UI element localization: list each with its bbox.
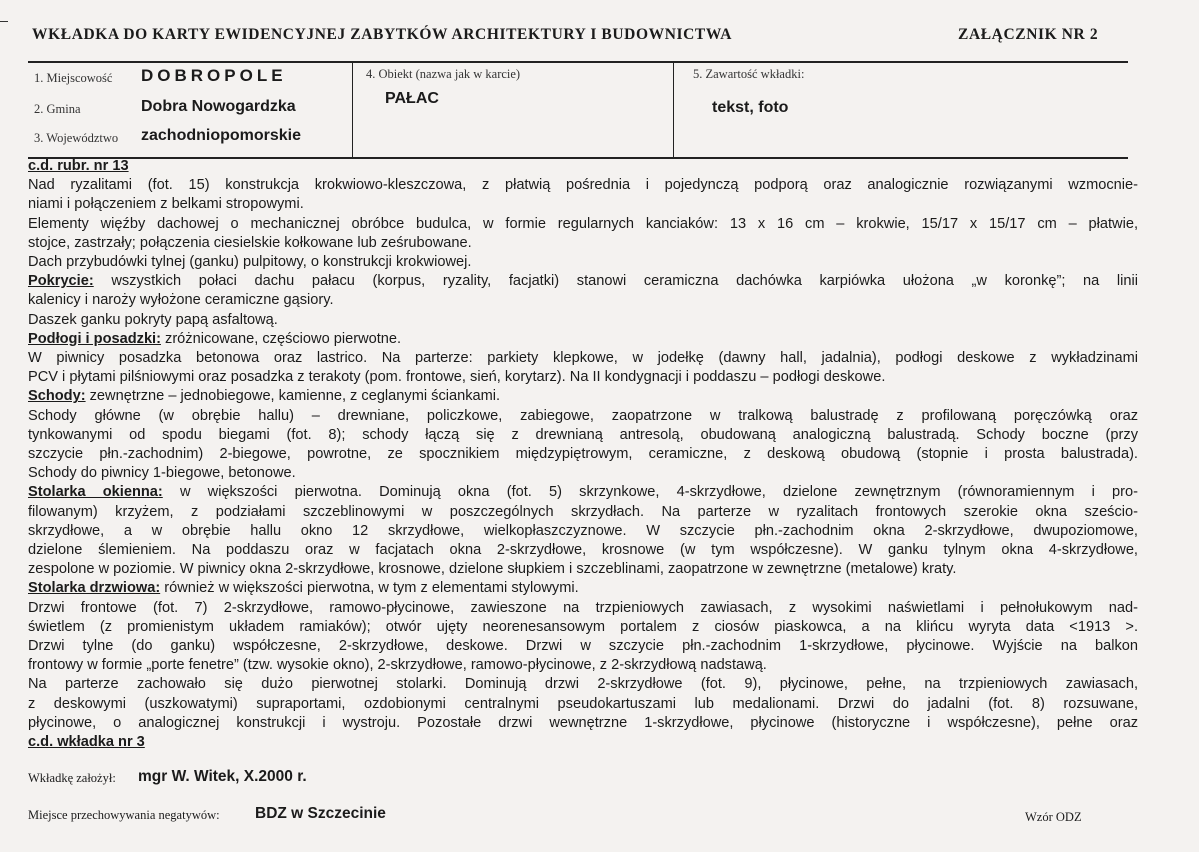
locality-value: DOBROPOLE <box>141 66 287 85</box>
form-template-label: Wzór ODZ <box>1025 810 1082 824</box>
author-label: Wkładkę założył: <box>28 771 116 785</box>
body-line: Drzwi frontowe (fot. 7) 2-skrzydłowe, ramowo-płycinowe, zawieszone na trzpieniowych zawiasach, z wysokimi naświetlami i pełnołukowym nad- <box>28 599 1138 616</box>
locality-label: 1. Miejscowość <box>34 71 113 85</box>
voivodeship-value: zachodniopomorskie <box>141 127 302 144</box>
body-line: Elementy więźby dachowej o mechanicznej obróbce budulca, w formie regularnych kanciaków: 13 x 16 cm – krokwie, 15/17 x 15/17 cm – płatwie, <box>28 215 1138 232</box>
continuation-heading: c.d. wkładka nr 3 <box>28 734 145 751</box>
body-line: Nad ryzalitami (fot. 15) konstrukcja krokwiowo-kleszczowa, z płatwią pośrednia i pojedynczą podporą oraz analogicznie rozwiązanymi wzmocnie- <box>28 177 1138 194</box>
body-line: stojce, zastrzały; połączenia ciesielskie kołkowane lub ześrubowane. <box>28 234 472 251</box>
body-line: szczycie płn.-zachodnim) 2-biegowe, powrotne, ze spocznikiem międzypiętrowym, ceramiczne, z deskową obudową (stopnie i prosta balustrada). <box>28 446 1138 463</box>
body-line: W piwnicy posadzka betonowa oraz lastrico. Na parterze: parkiety klepkowe, w jodełkę (dawny hall, jadalnia), podłogi deskowe z wykładzinami <box>28 350 1138 367</box>
rubric-heading: c.d. rubr. nr 13 <box>28 158 129 174</box>
body-line: Na parterze zachowało się dużo pierwotnej stolarki. Dominują drzwi 2-skrzydłowe (fot. 9), płycinowe, pełne, na trzpieniowych zawiasach, <box>28 676 1138 693</box>
edge-tick-mark <box>0 21 8 22</box>
body-line: Drzwi tylne (do ganku) współczesne, 2-skrzydłowe, deskowe. Drzwi w szczycie płn.-zachodnim 1-skrzydłowe, płycinowe. Wyjście na balkon <box>28 638 1138 655</box>
section-heading-drzwiowa: Stolarka drzwiowa: <box>28 580 161 597</box>
body-line <box>28 483 1138 502</box>
column-divider <box>673 63 674 157</box>
storage-label: Miejsce przechowywania negatywów: <box>28 808 220 822</box>
body-line: frontowy w formie „porte fenetre” (tzw. wysokie okno), 2-skrzydłowe, ramowo-płycinowe, z 2-skrzydłową nadstawą. <box>28 657 767 674</box>
body-line: zespolone w poziomie. W piwnicy okna 2-skrzydłowe, krosnowe, dzielone słupkiem i szczeblinami, zaopatrzone w zewnętrzne (metalowe) kraty. <box>28 561 957 578</box>
storage-value: BDZ w Szczecinie <box>255 805 386 822</box>
body-text-segment: zróżnicowane, częściowo pierwotne. <box>160 330 402 347</box>
object-value: PAŁAC <box>385 90 439 107</box>
content-label: 5. Zawartość wkładki: <box>693 67 805 81</box>
body-text-segment: zewnętrzne – jednobiegowe, kamienne, z ceglanymi ściankami. <box>85 388 501 405</box>
body-line: z deskowymi (uszkowatymi) supraportami, ozdobionymi centralnymi pseudokartuszami lub medalionami. Drzwi do jadalni (fot. 8) rozsuwane, <box>28 695 1138 712</box>
section-heading-schody: Schody: <box>28 388 86 405</box>
document-body <box>28 157 1138 752</box>
body-line: płycinowe, o analogicznej konstrukcji i wystroju. Pozostałe drzwi wewnętrzne 1-skrzydłowe, płycinowe (historyczne i współczesne), pełne oraz <box>28 714 1138 731</box>
body-text-segment: również w większości pierwotna, w tym z elementami stylowymi. <box>160 580 579 597</box>
body-line: PCV i płytami pilśniowymi oraz posadzka z terakoty (pom. frontowe, sień, korytarz). Na II kondygnacji i poddaszu – podłogi deskowe. <box>28 369 886 386</box>
body-line: skrzydłowe, a w obrębie hallu okno 12 skrzydłowe, wielkopłaszczyznowe. W szczycie płn.-zachodnim okna 2-skrzydłowe, dwupoziomowe, <box>28 522 1138 539</box>
body-line: Schody do piwnicy 1-biegowe, betonowe. <box>28 465 296 482</box>
body-line <box>28 272 1138 291</box>
body-line: niami i połączeniem z belkami stropowymi. <box>28 196 304 213</box>
body-text-segment: w większości pierwotna. Dominują okna (fot. 5) skrzynkowe, 4-skrzydłowe, dzielone zewnętrznym (równoramiennym i pro- <box>162 484 1139 501</box>
body-line: dzielone ślemieniem. Na poddaszu oraz w facjatach okna 2-skrzydłowe, krosnowe (w tym współczesne). W ganku tylnym okna 4-skrzydłowe, <box>28 542 1138 559</box>
column-divider <box>352 63 353 157</box>
body-line: Dach przybudówki tylnej (ganku) pulpitowy, o konstrukcji krokwiowej. <box>28 254 472 271</box>
body-line: filowanym) krzyżem, z podziałami szczeblinowymi w poszczególnych skrzydłach. Na parterze w ryzalitach frontowych szerokie okna sześcio- <box>28 503 1138 520</box>
body-line: kalenicy i naroży wyłożone ceramiczne gąsiory. <box>28 292 334 309</box>
section-heading-okienna: Stolarka okienna: <box>28 484 163 501</box>
section-heading-podlogi: Podłogi i posadzki: <box>28 330 161 347</box>
body-text-segment: wszystkich połaci dachu pałacu (korpus, ryzality, facjatki) stanowi ceramiczna dachówka karpiówka ułożona „w koronkę”; na linii <box>93 273 1138 290</box>
annex-number: ZAŁĄCZNIK NR 2 <box>958 26 1099 43</box>
author-value: mgr W. Witek, X.2000 r. <box>138 768 307 785</box>
body-line: Daszek ganku pokryty papą asfaltową. <box>28 311 278 328</box>
body-line: Schody główne (w obrębie hallu) – drewniane, policzkowe, zabiegowe, zaopatrzone w tralkową balustradę z profilowaną poręczówką oraz <box>28 407 1138 424</box>
commune-label: 2. Gmina <box>34 102 81 116</box>
info-fields-box <box>28 61 1128 159</box>
section-heading-pokrycie: Pokrycie: <box>28 273 94 290</box>
content-value: tekst, foto <box>712 99 789 116</box>
commune-value: Dobra Nowogardzka <box>141 98 296 115</box>
voivodeship-label: 3. Województwo <box>34 131 119 145</box>
document-title: WKŁADKA DO KARTY EWIDENCYJNEJ ZABYTKÓW ARCHITEKTURY I BUDOWNICTWA <box>32 26 733 43</box>
body-line: świetlem (z promienistym układem ramiaków); otwór ujęty neorenesansowym portalem z ciosów piaskowca, a na klińcu wyryta data <1913 >. <box>28 618 1138 635</box>
object-label: 4. Obiekt (nazwa jak w karcie) <box>366 67 521 81</box>
body-line: tynkowanymi od spodu biegami (fot. 8); schody łączą się z drewnianą antresolą, obudowaną analogiczną balustradą. Schody boczne (przy <box>28 426 1138 443</box>
